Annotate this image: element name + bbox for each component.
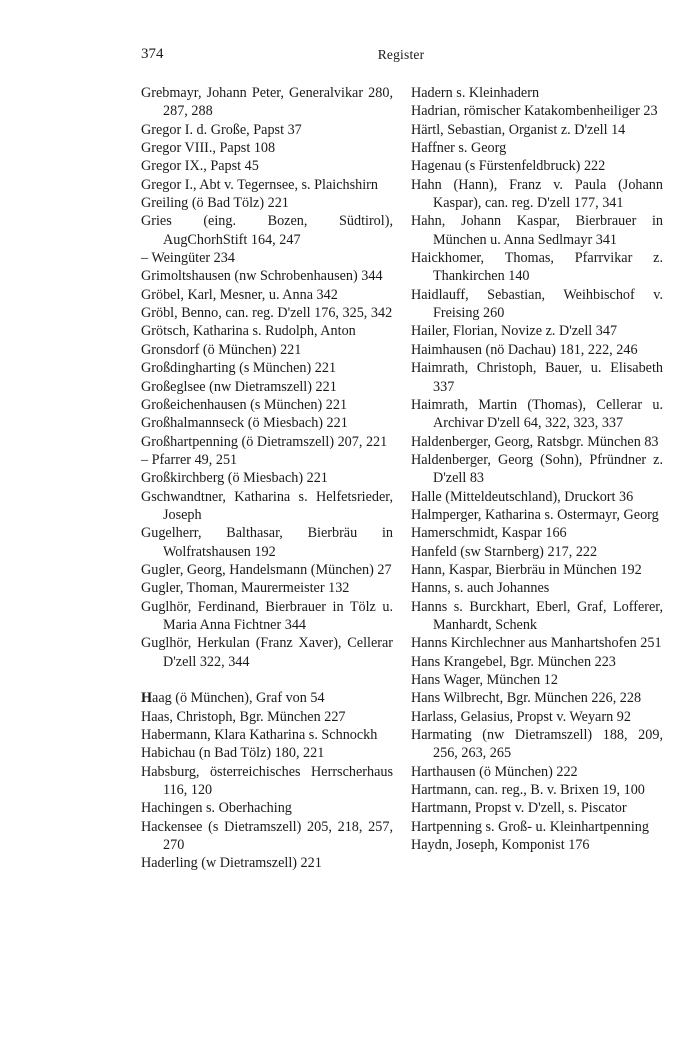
index-entry: – Pfarrer 49, 251	[141, 451, 238, 468]
page-header	[141, 46, 661, 66]
index-entry: Haidlauff, Sebastian, Weihbischof v. Freising 260	[411, 286, 663, 322]
index-entry: Grebmayr, Johann Peter, Generalvikar 280, 287, 288	[141, 85, 393, 120]
index-entry: Härtl, Sebastian, Organist z. D'zell 14	[411, 121, 626, 138]
index-entry: Harmating (nw Dietramszell) 188, 209, 256, 263, 265	[411, 727, 663, 762]
index-entry: Gugler, Thoman, Maurermeister 132	[141, 580, 350, 597]
index-column-left	[141, 84, 393, 873]
section-initial: H	[141, 690, 153, 707]
index-entry: Großeglsee (nw Dietramszell) 221	[141, 378, 337, 395]
index-entry: Hadrian, römischer Katakombenheiliger 23	[411, 103, 658, 120]
index-entry: Haldenberger, Georg, Ratsbgr. München 83	[411, 433, 659, 450]
index-entry: Gugler, Georg, Handelsmann (München) 27	[141, 561, 392, 578]
index-entry: Hagenau (s Fürstenfeldbruck) 222	[411, 158, 606, 175]
index-entry: Hartpenning s. Groß- u. Kleinhartpenning	[411, 818, 649, 835]
index-entry: Halmperger, Katharina s. Ostermayr, Georg	[411, 506, 659, 523]
index-entry: Gugelherr, Balthasar, Bierbräu in Wolfratshausen 192	[141, 525, 393, 560]
index-entry: Hadern s. Kleinhadern	[411, 85, 540, 101]
index-entry-text: aag (ö München), Graf von 54	[152, 690, 325, 707]
index-entry: Halle (Mitteldeutschland), Druckort 36	[411, 488, 634, 505]
index-entry: Hahn, Johann Kaspar, Bierbrauer in München u. Anna Sedlmayr 341	[411, 213, 663, 248]
index-entry: Haimrath, Christoph, Bauer, u. Elisabeth 337	[411, 360, 663, 395]
index-entry: Großeichenhausen (s München) 221	[141, 396, 348, 413]
index-entry: Hans Wilbrecht, Bgr. München 226, 228	[411, 690, 642, 707]
index-entry: Harthausen (ö München) 222	[411, 763, 578, 780]
index-entry: Hanns s. Burckhart, Eberl, Graf, Lofferer, Manhardt, Schenk	[411, 598, 663, 633]
index-entry: Haydn, Joseph, Komponist 176	[411, 837, 590, 854]
index-entry: Hanns Kirchlechner aus Manhartshofen 251	[411, 635, 662, 652]
index-entry: Großhartpenning (ö Dietramszell) 207, 221	[141, 433, 388, 450]
index-entry: Haimrath, Martin (Thomas), Cellerar u. Archivar D'zell 64, 322, 323, 337	[411, 396, 663, 432]
index-entry: Hamerschmidt, Kaspar 166	[411, 525, 567, 542]
index-entry: Hann, Kaspar, Bierbräu in München 192	[411, 561, 642, 578]
index-entry: Hackensee (s Dietramszell) 205, 218, 257, 270	[141, 818, 393, 854]
index-entry: Gschwandtner, Katharina s. Helfetsrieder, Joseph	[141, 488, 393, 523]
index-entry: Hahn (Hann), Franz v. Paula (Johann Kaspar), can. reg. D'zell 177, 341	[411, 176, 663, 212]
index-entry: Großhalmannseck (ö Miesbach) 221	[141, 415, 348, 432]
index-entry: Habermann, Klara Katharina s. Schnockh	[141, 727, 378, 744]
index-entry: Hartmann, Propst v. D'zell, s. Piscator	[411, 800, 627, 817]
index-entry: Großdingharting (s München) 221	[141, 360, 337, 377]
running-title: Register	[377, 47, 425, 62]
index-entry: Gronsdorf (ö München) 221	[141, 341, 302, 358]
index-entry: Haimhausen (nö Dachau) 181, 222, 246	[411, 341, 638, 358]
page-number: 374	[141, 46, 164, 62]
index-entry: Gregor I., Abt v. Tegernsee, s. Plaichshirn	[141, 176, 378, 193]
index-entry: Habichau (n Bad Tölz) 180, 221	[141, 745, 325, 762]
index-entry: Hanns, s. auch Johannes	[411, 580, 550, 597]
index-entry: Haffner s. Georg	[411, 140, 507, 157]
index-entry: Hans Krangebel, Bgr. München 223	[411, 653, 616, 670]
index-entry: Grötsch, Katharina s. Rudolph, Anton	[141, 323, 356, 340]
index-entry: Gries (eing. Bozen, Südtirol), AugChorhStift 164, 247	[141, 213, 393, 248]
index-entry: Harlass, Gelasius, Propst v. Weyarn 92	[411, 708, 631, 725]
index-entry: Habsburg, österreichisches Herrscherhaus 116, 120	[141, 763, 393, 799]
index-entry: Haderling (w Dietramszell) 221	[141, 855, 322, 872]
index-entry: Gregor VIII., Papst 108	[141, 140, 276, 157]
index-entry: Guglhör, Herkulan (Franz Xaver), Cellerar D'zell 322, 344	[141, 635, 393, 670]
index-entry: Haldenberger, Georg (Sohn), Pfründner z. D'zell 83	[411, 451, 663, 487]
index-entry: Grimoltshausen (nw Schrobenhausen) 344	[141, 268, 383, 285]
index-entry: Guglhör, Ferdinand, Bierbrauer in Tölz u. Maria Anna Fichtner 344	[141, 598, 393, 633]
index-entry: Großkirchberg (ö Miesbach) 221	[141, 470, 328, 487]
index-entry: Gröbl, Benno, can. reg. D'zell 176, 325, 342	[141, 305, 393, 322]
index-entry: Hans Wager, München 12	[411, 672, 558, 688]
index-entry: Hartmann, can. reg., B. v. Brixen 19, 100	[411, 782, 645, 799]
index-entry: Gregor I. d. Große, Papst 37	[141, 121, 302, 138]
index-entry: Hailer, Florian, Novize z. D'zell 347	[411, 323, 618, 340]
index-entry: Hanfeld (sw Starnberg) 217, 222	[411, 543, 598, 560]
index-entry: Gregor IX., Papst 45	[141, 158, 259, 175]
index-entry: Hachingen s. Oberhaching	[141, 800, 292, 817]
index-entry: Greiling (ö Bad Tölz) 221	[141, 195, 289, 212]
index-entry	[141, 689, 393, 707]
index-entry: Gröbel, Karl, Mesner, u. Anna 342	[141, 286, 338, 303]
index-entry: Haas, Christoph, Bgr. München 227	[141, 708, 346, 725]
index-column-right	[411, 84, 663, 854]
index-entry: Haickhomer, Thomas, Pfarrvikar z. Thankirchen 140	[411, 250, 663, 285]
index-entry: – Weingüter 234	[141, 250, 235, 267]
